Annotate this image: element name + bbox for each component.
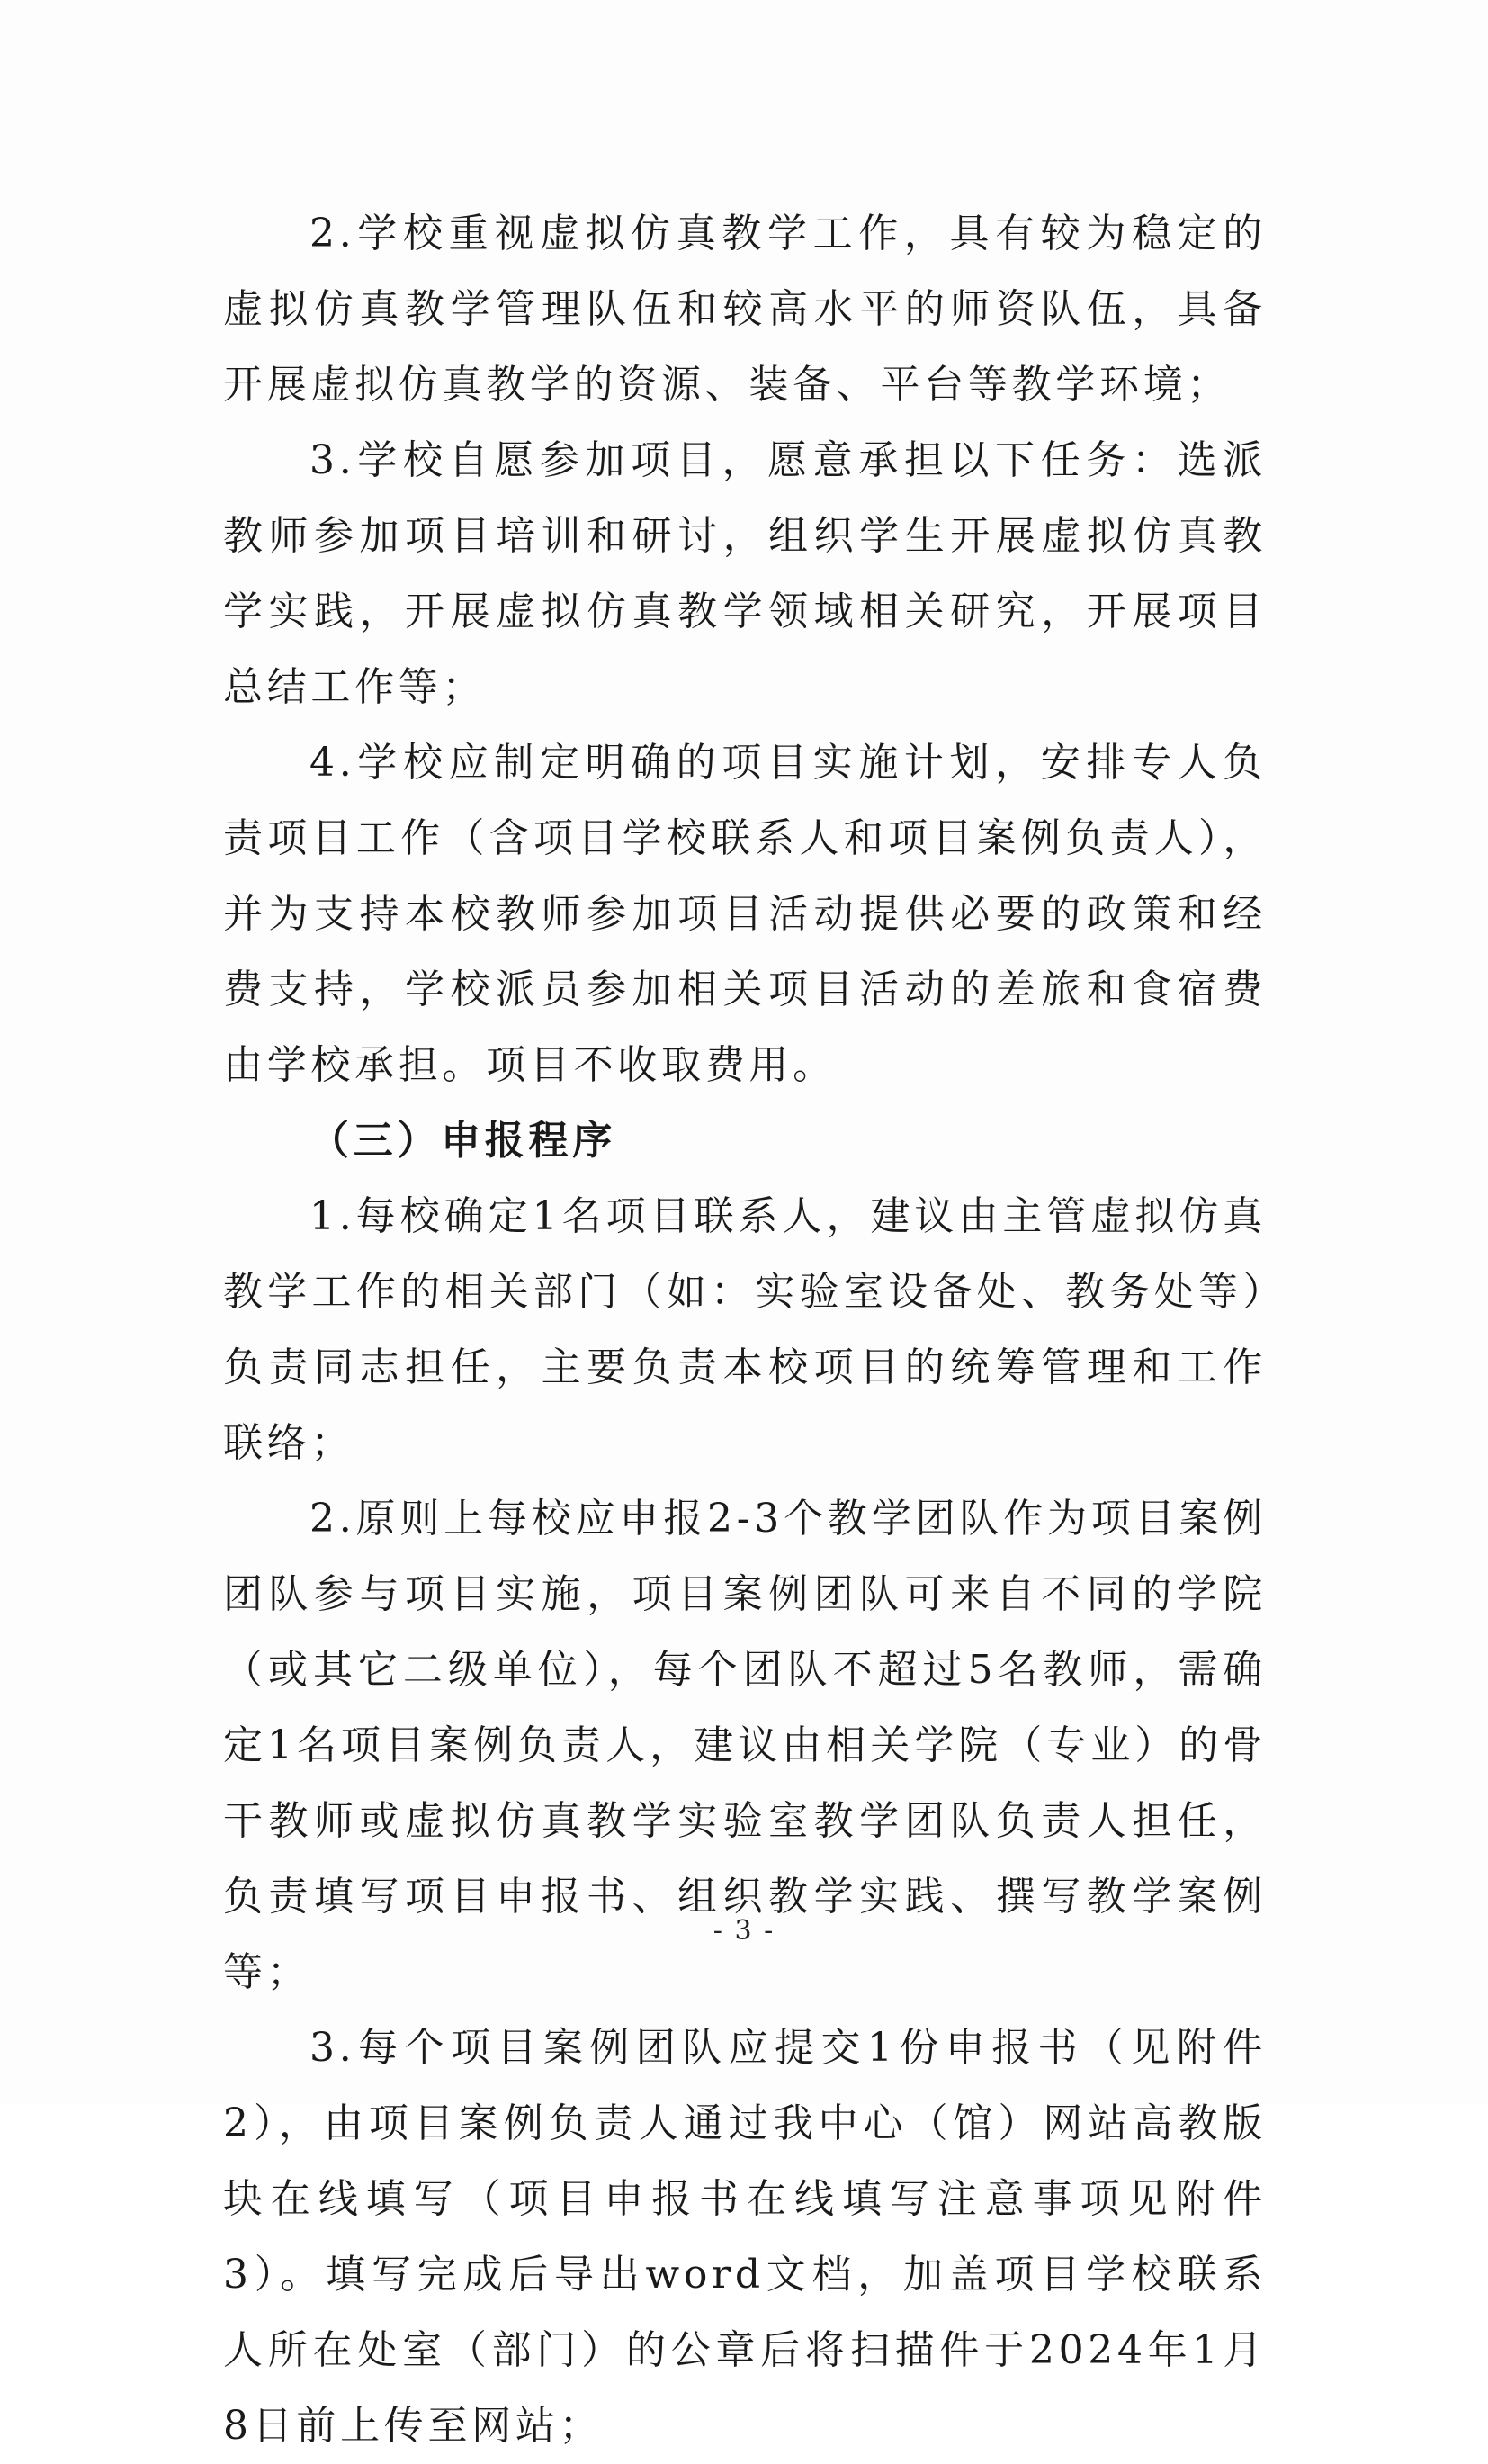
- paragraph-requirement-4: 4.学校应制定明确的项目实施计划，安排专人负责项目工作（含项目学校联系人和项目案例负责人），并为支持本校教师参加项目活动提供必要的政策和经费支持，学校派员参加相关项目活动的差旅和食宿费由学校承担。项目不收取费用。: [223, 740, 1267, 1088]
- page-number: - 3 -: [713, 1915, 775, 1947]
- paragraph-requirement-3: 3.学校自愿参加项目，愿意承担以下任务：选派教师参加项目培训和研讨，组织学生开展虚拟仿真教学实践，开展虚拟仿真教学领域相关研究，开展项目总结工作等；: [223, 437, 1267, 710]
- paragraph-procedure-1: 1.每校确定1名项目联系人，建议由主管虚拟仿真教学工作的相关部门（如：实验室设备处、教务处等）负责同志担任，主要负责本校项目的统筹管理和工作联络；: [223, 1193, 1267, 1466]
- paragraph-requirement-2: 2.学校重视虚拟仿真教学工作，具有较为稳定的虚拟仿真教学管理队伍和较高水平的师资队伍，具备开展虚拟仿真教学的资源、装备、平台等教学环境；: [223, 211, 1267, 408]
- paragraph-procedure-3: 3.每个项目案例团队应提交1份申报书（见附件2），由项目案例负责人通过我中心（馆）网站高教版块在线填写（项目申报书在线填写注意事项见附件3）。填写完成后导出word文档，加盖项目学校联系人所在处室（部门）的公章后将扫描件于2024年1月8日前上传至网站；: [223, 2025, 1268, 2449]
- document-body: [223, 196, 1267, 2464]
- section-heading-application-procedure: （三）申报程序: [309, 1118, 616, 1164]
- paragraph-procedure-2: 2.原则上每校应申报2-3个教学团队作为项目案例团队参与项目实施，项目案例团队可来自不同的学院（或其它二级单位），每个团队不超过5名教师，需确定1名项目案例负责人，建议由相关学院（专业）的骨干教师或虚拟仿真教学实验室教学团队负责人担任，负责填写项目申报书、组织教学实践、撰写教学案例等；: [223, 1496, 1267, 1995]
